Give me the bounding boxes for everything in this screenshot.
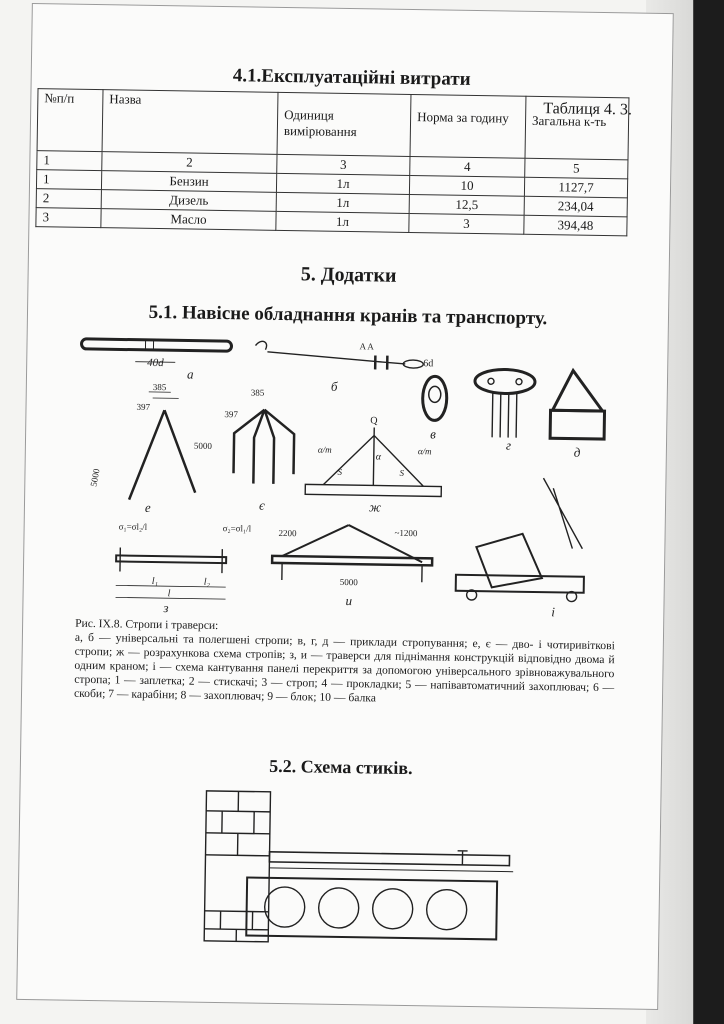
label-sigma2: σ₂=σl₁/l	[222, 523, 252, 534]
section-title-appendices: 5. Додатки	[300, 263, 397, 287]
table-cell: 1	[36, 170, 101, 190]
header-number: №п/п	[37, 89, 103, 152]
section-title-crane-equipment: 5.1. Навісне обладнання кранів та транспорту.	[148, 301, 548, 330]
floor-slab	[246, 878, 497, 940]
table-cell: 1л	[276, 173, 409, 194]
figure-u-traverse	[271, 524, 432, 610]
label-6d: 6d	[423, 358, 434, 370]
document-page	[16, 3, 674, 1010]
label-s1: S	[337, 466, 343, 477]
operating-costs-table	[35, 88, 629, 236]
figure-a-universal-sling	[81, 339, 232, 382]
figure-caption-body: а, б — універсальні та полегшені стропи; в, г, д — приклади стропування; е, є — дво- і чотиривіткові стропи; ж — розрахункова схема стропів; з, и — траверси для піднімання конструкцій відповідно двома й одним краном; і — схема кантування панелі перекриття за допомогою універсального зрівноважувального стропа; 1 — заплетка; 2 — стискачі; 3 — строп; 4 — прокладки; 5 — напівавтоматичний захоплювач; 6 — скоби; 7 — карабіни; 8 — захоплювач; 9 — блок; 10 — балка	[73, 630, 615, 705]
slings-figure	[71, 331, 623, 622]
label-1200: ~1200	[394, 527, 418, 539]
label-qm1: α/m	[317, 444, 332, 455]
figure-v-hitch	[422, 376, 447, 441]
table-cell: 4	[410, 156, 525, 177]
table-cell: 1л	[276, 211, 409, 232]
label-d: д	[573, 444, 581, 460]
section-title-operating-costs: 4.1.Експлуатаційні витрати	[232, 65, 471, 90]
label-397b: 397	[224, 409, 239, 420]
figure-z-traverse	[115, 521, 251, 616]
label-g: г	[505, 437, 512, 453]
label-s2: S	[399, 467, 405, 478]
table-cell: 5	[525, 158, 628, 179]
header-rate: Норма за годину	[410, 94, 526, 158]
joint-scheme-drawing	[176, 782, 515, 967]
table-cell: 1	[37, 151, 102, 171]
table-cell: Дизель	[101, 190, 276, 212]
label-u: и	[345, 593, 353, 609]
section-title-joint-scheme: 5.2. Схема стиків.	[269, 755, 413, 779]
label-5000c: 5000	[339, 576, 358, 588]
brick-wall	[204, 791, 270, 942]
screed-layer	[269, 848, 513, 872]
label-2200: 2200	[278, 527, 297, 539]
table-cell: 394,48	[524, 215, 627, 236]
label-zh: ж	[368, 499, 382, 515]
label-l2: l₂	[203, 576, 211, 588]
label-e: е	[144, 499, 151, 515]
table-cell: 3	[277, 154, 410, 175]
label-5000b: 5000	[193, 440, 213, 451]
table-cell: 234,04	[524, 196, 627, 217]
label-b: б	[330, 378, 338, 394]
table-cell: 2	[102, 152, 277, 174]
label-385a: 385	[152, 381, 167, 393]
table-cell: 1л	[276, 192, 409, 213]
figure-e-two-leg-sling	[88, 381, 197, 516]
figure-i-panel-tilting	[455, 477, 585, 620]
label-397a: 397	[136, 401, 151, 412]
figure-ye-four-leg-sling	[193, 387, 295, 514]
header-total: Загальна к-ть	[525, 96, 629, 160]
label-ye: є	[258, 497, 265, 513]
table-header-row	[37, 89, 629, 160]
table-caption: Таблиця 4. 3.	[543, 100, 633, 119]
label-a: а	[186, 366, 194, 382]
table-cell: 3	[409, 213, 524, 234]
figure-b-light-sling	[255, 340, 434, 396]
label-q: Q	[370, 415, 378, 427]
figure-zh-design-scheme	[305, 414, 443, 515]
label-5000a: 5000	[88, 467, 102, 488]
table-cell: 12,5	[409, 194, 524, 215]
table-cell: Масло	[101, 209, 276, 231]
header-name: Назва	[102, 90, 278, 155]
label-i: і	[551, 604, 556, 620]
label-z: з	[163, 600, 169, 616]
figure-d-panel-sling	[550, 370, 605, 460]
label-sigma1: σ₁=σl₂/l	[118, 521, 148, 532]
label-40d: 40d	[147, 356, 164, 370]
label-alpha: α	[375, 451, 382, 463]
table-cell: 2	[36, 189, 101, 209]
label-l1: l₁	[151, 575, 159, 588]
label-aa: A A	[359, 341, 374, 352]
table-cell: 3	[36, 208, 101, 228]
label-385b: 385	[250, 387, 265, 398]
table-cell: 1127,7	[524, 177, 627, 198]
figure-g-clamp	[474, 369, 535, 453]
table-cell: Бензин	[101, 171, 276, 193]
label-qm2: α/m	[417, 446, 432, 457]
figure-caption-title: Рис. IX.8. Стропи і траверси:	[75, 616, 219, 633]
header-unit: Одиниця вимірювання	[277, 92, 411, 156]
table-cell: 10	[409, 175, 524, 196]
label-l: l	[167, 588, 171, 600]
figure-caption	[74, 617, 615, 709]
label-v: в	[430, 426, 436, 442]
